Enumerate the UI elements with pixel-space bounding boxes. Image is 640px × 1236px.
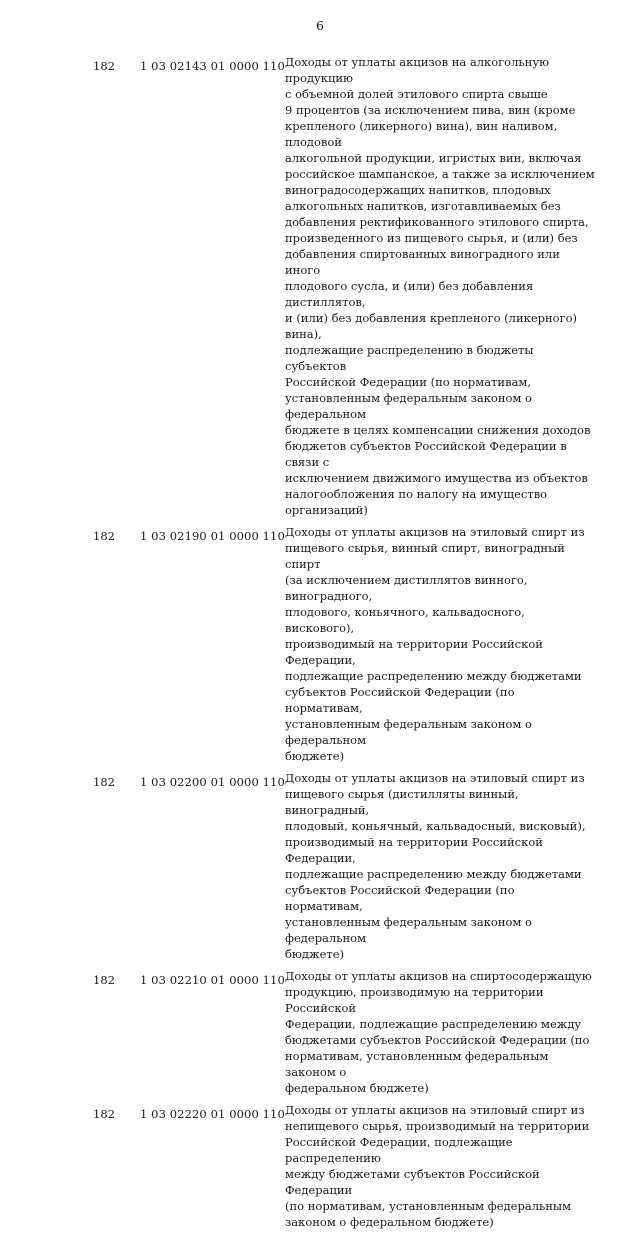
revenue-description: Доходы от уплаты акцизов на этиловый спирт из пищевого сырья, винный спирт, виноградный спирт (за исключением дистиллятов винного, виноградного, плодового, коньячного, кальвадосного, вискового), производимый на территории Российской Федерации, подлежащие распределению между бюджетами субъектов Российской Федерации (по нормативам, установленным федеральным законом о федеральном бюджете) [285, 525, 585, 763]
table-row [0, 54, 640, 518]
revenue-table [0, 54, 640, 1236]
revenue-description: Доходы от уплаты акцизов на спиртосодержащую продукцию, производимую на территории Российской Федерации, подлежащие распределению между бюджетами субъектов Российской Федерации (по нормативам, установленным федеральным законом о федеральном бюджете) [285, 969, 592, 1095]
budget-classification-code: 1 03 02210 01 0000 110 [140, 973, 285, 987]
revenue-description: Доходы от уплаты акцизов на этиловый спирт из пищевого сырья (дистилляты винный, виноградный, плодовый, коньячный, кальвадосный, висковый), производимый на территории Российской Федерации, подлежащие распределению между бюджетами субъектов Российской Федерации (по нормативам, установленным федеральным законом о федеральном бюджете) [285, 771, 586, 961]
budget-classification-code: 1 03 02200 01 0000 110 [140, 775, 285, 789]
budget-classification-code: 1 03 02220 01 0000 110 [140, 1107, 285, 1121]
page-number: 6 [316, 18, 324, 33]
table-row [0, 524, 640, 764]
admin-code: 182 [93, 59, 115, 73]
revenue-description: Доходы от уплаты акцизов на этиловый спирт из непищевого сырья, производимый на территории Российской Федерации, подлежащие распределению между бюджетами субъектов Российской Федерации (по нормативам, установленным федеральным законом о федеральном бюджете) [285, 1103, 590, 1229]
admin-code: 182 [93, 973, 115, 987]
budget-classification-code: 1 03 02190 01 0000 110 [140, 529, 285, 543]
revenue-description: Доходы от уплаты акцизов на алкогольную продукцию с объемной долей этилового спирта свыше 9 процентов (за исключением пива, вин (кроме крепленого (ликерного) вина), вин наливом, плодовой алкогольной продукции, игристых вин, включая российское шампанское, а также за исключением виноградосодержащих напитков, плодовых алкогольных напитков, изготавливаемых без добавления ректификованного этилового спирта, произведенного из пищевого сырья, и (или) без добавления спиртованных виноградного или иного плодового сусла, и (или) без добавления дистиллятов, и (или) без добавления крепленого (ликерного) вина), подлежащие распределению в бюджеты субъектов Российской Федерации (по нормативам, установленным федеральным законом о федеральном бюджете в целях компенсации снижения доходов бюджетов субъектов Российской Федерации в связи с исключением движимого имущества из объектов налогообложения по налогу на имущество организаций) [285, 55, 595, 517]
table-row [0, 968, 640, 1096]
budget-classification-code: 1 03 02143 01 0000 110 [140, 59, 285, 73]
admin-code: 182 [93, 529, 115, 543]
admin-code: 182 [93, 1107, 115, 1121]
table-row [0, 1102, 640, 1230]
admin-code: 182 [93, 775, 115, 789]
table-row [0, 770, 640, 962]
